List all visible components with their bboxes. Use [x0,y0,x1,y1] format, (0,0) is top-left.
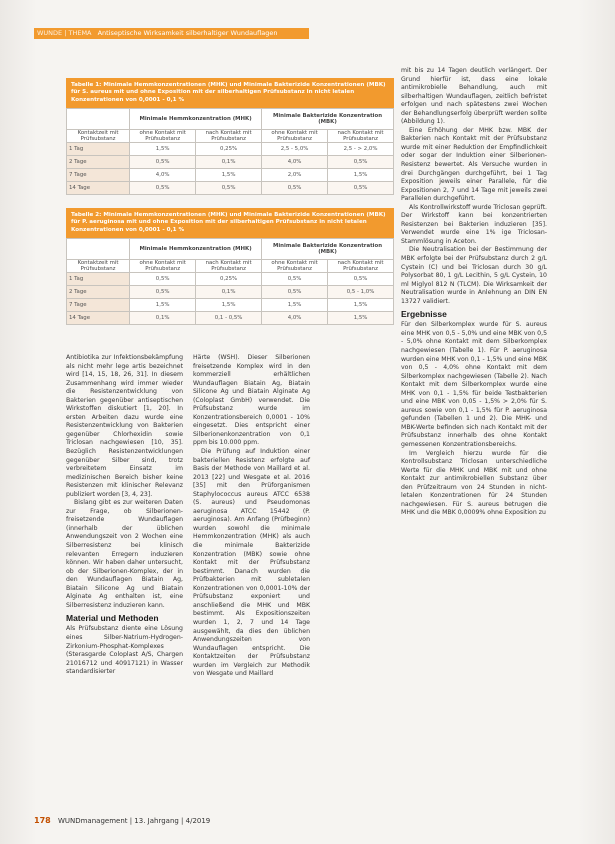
page-number: 178 [34,816,51,825]
table-1-header: ohne Kontakt mit Prüfsubstanz [130,130,196,143]
table-2-header: ohne Kontakt mit Prüfsubstanz [130,260,196,273]
table-cell: 0,5% [130,273,196,286]
table-cell: 2,0% [262,169,328,182]
table-cell: 0,5% [130,286,196,299]
table-cell: 1,5% [328,169,394,182]
table-cell: 0,1 - 0,5% [196,312,262,325]
section-heading-methods: Material und Methoden [66,613,159,624]
table-1-group-mhk: Minimale Hemmkonzentration (MHK) [130,109,262,130]
table-cell: 0,1% [196,156,262,169]
table-row [67,299,394,312]
table-row [67,182,394,195]
body-paragraph: Als Kontrollwirkstoff wurde Triclosan geprüft. Der Wirkstoff kann bei konzentrierten Resistenzen bei Bakterien induzieren [35]. Verwendet wurde eine 1% ige Triclosan-Stammlösung in Aceton. [401,203,547,245]
journal-name: WUNDmanagement | 13. Jahrgang | 4/2019 [57,817,211,825]
table-cell: 1,5% [130,299,196,312]
table-cell: 0,1% [130,312,196,325]
table-cell: 0,5% [196,182,262,195]
article-running-title: Antiseptische Wirksamkeit silberhaltiger Wundauflagen [97,29,278,37]
table-cell: 0,5 - 1,0% [328,286,394,299]
table-row [67,156,394,169]
table-cell: 14 Tage [67,312,130,325]
table-cell: 7 Tage [67,169,130,182]
text-column-3 [401,67,547,518]
table-cell: 4,0% [262,312,328,325]
table-row [67,286,394,299]
table-cell: 1,5% [328,299,394,312]
table-1-group-mbk: Minimale Bakterizide Konzentration (MBK) [262,109,394,130]
table-cell: 0,5% [130,182,196,195]
table-2-header: nach Kontakt mit Prüfsubstanz [196,260,262,273]
table-1-header: Kontaktzeit mit Prüfsubstanz [67,130,130,143]
table-cell: 2,5 - > 2,0% [328,143,394,156]
table-2-caption: Tabelle 2: Minimale Hemmkonzentrationen (MHK) und Minimale Bakterizide Konzentrationen (MBK) für P. aeruginosa mit und ohne Exposition mit der silberhaltigen Prüfsubstanz in nicht letalen Konzentrationen von 0,0001 - 0,1 % [66,208,394,238]
table-cell: 1,5% [196,299,262,312]
table-cell: 0,5% [262,273,328,286]
table-cell: 0,5% [262,182,328,195]
section-label: WUNDE | THEMA [37,29,92,37]
table-cell: 4,0% [130,169,196,182]
table-row [67,273,394,286]
body-paragraph: Die Neutralisation bei der Bestimmung der MBK erfolgte bei der Prüfsubstanz durch 2 g/L Cystein (C) und bei Triclosan durch 30 g/L Polysorbat 80, 1 g/L Lecithin, 5 g/L Cystein, 10 ml Miglyol 812 N (TLCM). Die Wirksamkeit der Neutralisation wurde in Anlehnung an DIN EN 13727 validiert. [401,246,547,305]
table-2-header: Kontaktzeit mit Prüfsubstanz [67,260,130,273]
body-paragraph: Eine Erhöhung der MHK bzw. MBK der Bakterien nach Kontakt mit der Prüfsubstanz wurde mit einer Reduktion der Empfindlichkeit oder sogar der Induktion einer Silberionen-Resistenz bewertet. Als Versuche wurden in drei Durchgängen durchgeführt, bei 1 Tag Exposition jeweils einer Parallele, für die Expositionen 2, 7 und 14 Tage mit jeweils zwei Parallelen durchgeführt. [401,126,547,203]
table-row [67,143,394,156]
table-1 [66,78,394,195]
table-cell: 2 Tage [67,156,130,169]
table-cell: 1,5% [262,299,328,312]
table-cell: 0,5% [328,273,394,286]
table-cell: 0,1% [196,286,262,299]
body-paragraph: Im Vergleich hierzu wurde für die Kontrollsubstanz Triclosan unterschiedliche Werte für die MHK und MBK mit und ohne Kontakt zur antimikrobiellen Substanz über den Prüfzeitraum von 24 Stunden in nicht-letalen Konzentrationen für 24 Stunden nachgewiesen. Für S. aureus betrugen die MHK und die MBK 0,0009% ohne Exposition zu [401,449,547,517]
table-cell: 0,5% [328,182,394,195]
table-cell: 0,5% [328,156,394,169]
text-column-1 [66,354,183,677]
table-cell: 4,0% [262,156,328,169]
table-2-group-mbk: Minimale Bakterizide Konzentration (MBK) [262,239,394,260]
table-2-header: nach Kontakt mit Prüfsubstanz [328,260,394,273]
section-heading-results: Ergebnisse [401,309,447,320]
table-cell: 0,25% [196,273,262,286]
table-cell: 1,5% [328,312,394,325]
table-cell: 14 Tage [67,182,130,195]
table-row [67,312,394,325]
table-cell: 2,5 - 5,0% [262,143,328,156]
table-1-caption: Tabelle 1: Minimale Hemmkonzentrationen (MHK) und Minimale Bakterizide Konzentrationen (MBK) für S. aureus mit und ohne Exposition mit der silberhaltigen Prüfsubstanz in nicht letalen Konzentrationen von 0,0001 - 0,1 % [66,78,394,108]
page-footer [34,816,210,825]
table-cell: 0,5% [130,156,196,169]
section-header [34,28,309,39]
table-cell: 1,5% [130,143,196,156]
table-cell: 1 Tag [67,273,130,286]
body-paragraph: Antibiotika zur Infektionsbekämpfung als nicht mehr lege artis bezeichnet wird [14, 15, 18, 26, 31]. In diesem Zusammenhang wird immer wieder die Resistenzentwicklung von Bakterien gegenüber antiseptischen Wirkstoffen diskutiert [1, 20]. In ersten Arbeiten dazu wurde eine Resistenzentwicklung von Bakterien gegenüber Chlorhexidin sowie Triclosan nachgewiesen [10, 35]. Bezüglich Resistenzentwicklungen gegenüber Silber sind, trotz verbreitetem Einsatz im medizinischen Bereich bisher keine Resistenzen mit klinischer Relevanz publiziert worden [3, 4, 23]. [66,354,183,498]
body-paragraph: Als Prüfsubstanz diente eine Lösung eines Silber-Natrium-Hydrogen-Zirkonium-Phosphat-Komplexes (Sterasgarde Coloplast A/S, Chargen 21016712 und 40917121) in Wasser standardisierter [66,625,183,676]
body-paragraph: Die Prüfung auf Induktion einer bakteriellen Resistenz erfolgte auf Basis der Methode von Maillard et al. 2013 [22] und Wesgate et al. 2016 [35] mit den Prüforganismen Staphylococcus aureus ATCC 6538 (S. aureus) und Pseudomonas aeruginosa ATCC 15442 (P. aeruginosa). Am Anfang (Prüfbeginn) wurden sowohl die minimale Hemmkonzentration (MHK) als auch die minimale Bakterizide Konzentration (MBK) sowie ohne Kontakt mit der Prüfsubstanz bestimmt. Danach wurden die Prüfbakterien mit subletalen Konzentrationen von 0,0001-10% der Prüfsubstanz exponiert und anschließend die MHK und MBK bestimmt. Als Expositionszeiten wurden 1, 2, 7 und 14 Tage ausgewählt, da dies den üblichen Anwendungszeiten von Wundauflagen entspricht. Die Kontaktzeiten der Prüfsubstanz wurden im Vergleich zur Methodik von Wesgate und Maillard [193,448,310,678]
table-cell: 1 Tag [67,143,130,156]
table-cell: 0,25% [196,143,262,156]
body-paragraph: Für den Silberkomplex wurde für S. aureus eine MHK von 0,5 - 5,0% und eine MBK von 0,5 - 5,0% ohne Kontakt mit dem Silberkomplex nachgewiesen (Tabelle 1). Für P. aeruginosa wurden eine MHK von 0,1 - 1,5% und eine MBK von 0,5 - 4,0% ohne Kontakt mit dem Silberkomplex nachgewiesen (Tabelle 2). Nach Kontakt mit dem Silberkomplex wurde eine MHK von 0,1 - 1,5% für beide Testbakterien und eine MBK von 0,05 - 1,5% > 2,0% für S. aureus sowie von 0,1 - 1,5% für P. aeruginosa gefunden (Tabellen 1 und 2). Die MHK- und MBK-Werte befinden sich nach Kontakt mit der Prüfsubstanz innerhalb des ohne Kontakt gemessenen Konzentrationsbereichs. [401,321,548,448]
table-1-header: nach Kontakt mit Prüfsubstanz [328,130,394,143]
table-cell: 2 Tage [67,286,130,299]
body-paragraph: Härte (WSH). Dieser Silberionen freisetzende Komplex wird in den kommerziell erhältlichen Wundauflagen Biatain Ag, Biatain Silicone Ag und Biatain Alginate Ag (Coloplast GmbH) verwendet. Die Prüfsubstanz wurde im Konzentrationsbereich 0,0001 - 10% eingesetzt. Dies entspricht einer Silberionenkonzentration von 0,1 ppm bis 10.000 ppm. [193,354,310,447]
table-2 [66,208,394,325]
table-2-grid [66,238,394,325]
body-paragraph: Bislang gibt es zur weiteren Daten zur Frage, ob Silberionen-freisetzende Wundauflagen (innerhalb der üblichen Anwendungszeit von 2 Wochen eine Silberresistenz bei klinisch relevanten Erregern induzieren können. Wir haben daher untersucht, ob der Silberionen-Komplex, der in den Wundauflagen Biatain Ag, Biatain Silicone Ag und Biatain Alginate Ag enthalten ist, eine Silberresistenz induzieren kann. [66,499,183,609]
table-2-header: ohne Kontakt mit Prüfsubstanz [262,260,328,273]
table-cell: 1,5% [196,169,262,182]
body-paragraph: mit bis zu 14 Tagen deutlich verlängert. Der Grund hierfür ist, dass eine lokale antimikrobielle Behandlung, auch mit silberhaltigen Wundauflagen, zeitlich befristet erfolgen und nach spätestens zwei Wochen der Behandlungserfolg überprüft werden sollte (Abbildung 1). [401,67,547,126]
text-column-2 [193,354,310,679]
table-cell: 0,5% [262,286,328,299]
table-cell: 7 Tage [67,299,130,312]
table-1-grid [66,108,394,195]
table-row [67,169,394,182]
table-2-group-mhk: Minimale Hemmkonzentration (MHK) [130,239,262,260]
table-1-header: ohne Kontakt mit Prüfsubstanz [262,130,328,143]
table-1-header: nach Kontakt mit Prüfsubstanz [196,130,262,143]
